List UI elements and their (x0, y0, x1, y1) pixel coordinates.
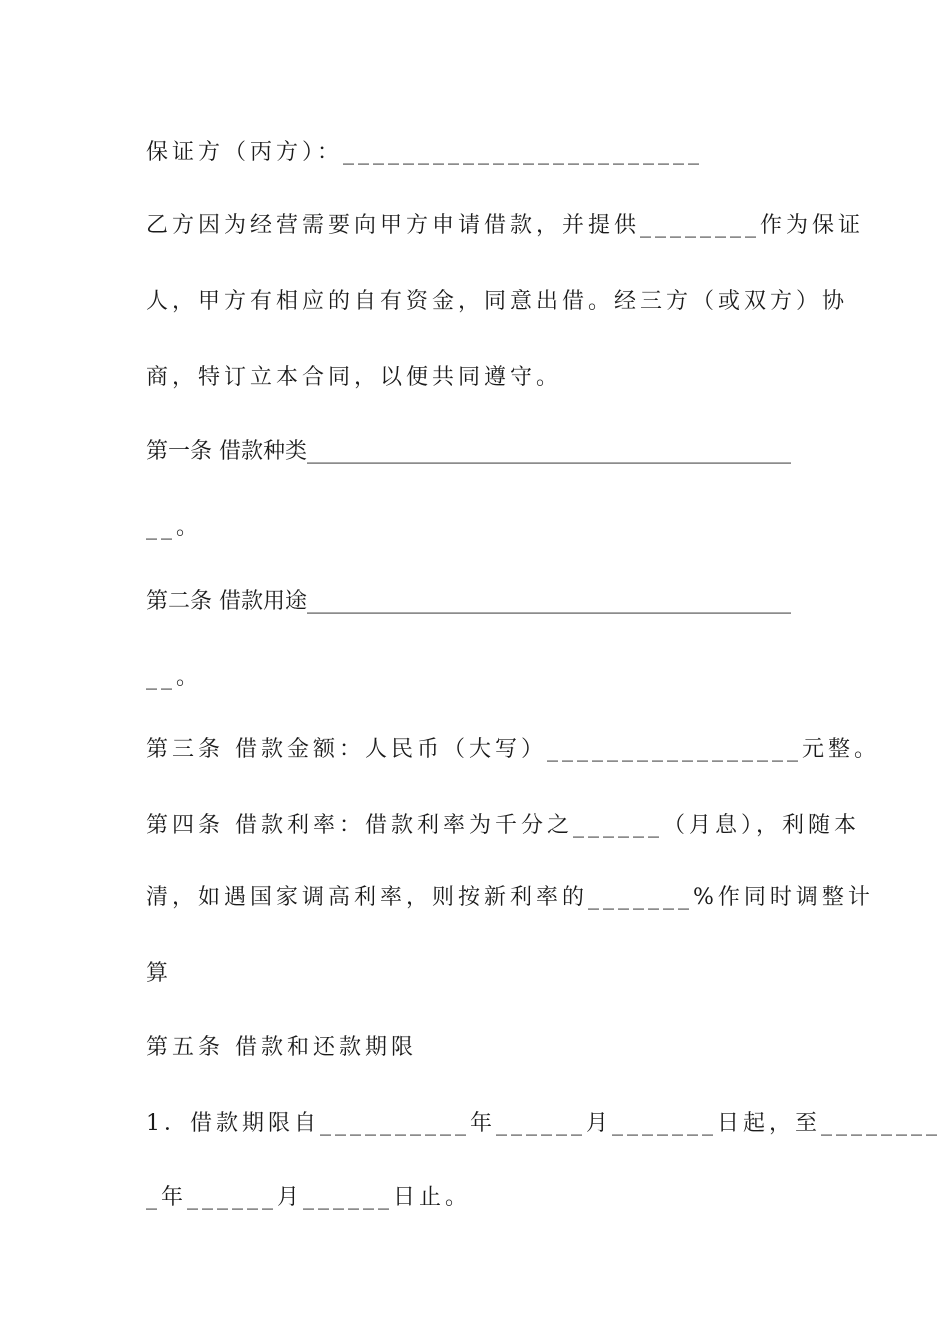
article-5-item-1-line-1: 1．借款期限自__________年______月_______日起，至________ (146, 1111, 941, 1136)
preamble-line-2: 人，甲方有相应的自有资金，同意出借。经三方（或双方）协 (146, 289, 849, 314)
article-5-item-1-line-2: _年______月______日止。 (146, 1185, 472, 1210)
guarantor-line: 保证方（丙方）：________________________ (146, 140, 704, 165)
article-1-line: 第一条 借款种类____________________________________________ (146, 439, 791, 464)
article-2-line: 第二条 借款用途____________________________________________ (146, 589, 791, 614)
preamble-line-3: 商，特订立本合同，以便共同遵守。 (146, 365, 563, 390)
article-3-line: 第三条 借款金额：人民币（大写）_________________元整。 (146, 737, 880, 762)
article-1-continuation: __。 (146, 515, 203, 540)
article-2-continuation: __。 (146, 665, 203, 690)
article-4-line-1: 第四条 借款利率：借款利率为千分之______（月息），利随本 (146, 813, 860, 838)
article-4-line-2: 清，如遇国家调高利率，则按新利率的_______%作同时调整计 (146, 885, 874, 910)
preamble-line-1: 乙方因为经营需要向甲方申请借款，并提供________作为保证 (146, 213, 865, 238)
article-5-heading: 第五条 借款和还款期限 (146, 1035, 417, 1060)
article-4-line-3: 算 (146, 961, 173, 986)
